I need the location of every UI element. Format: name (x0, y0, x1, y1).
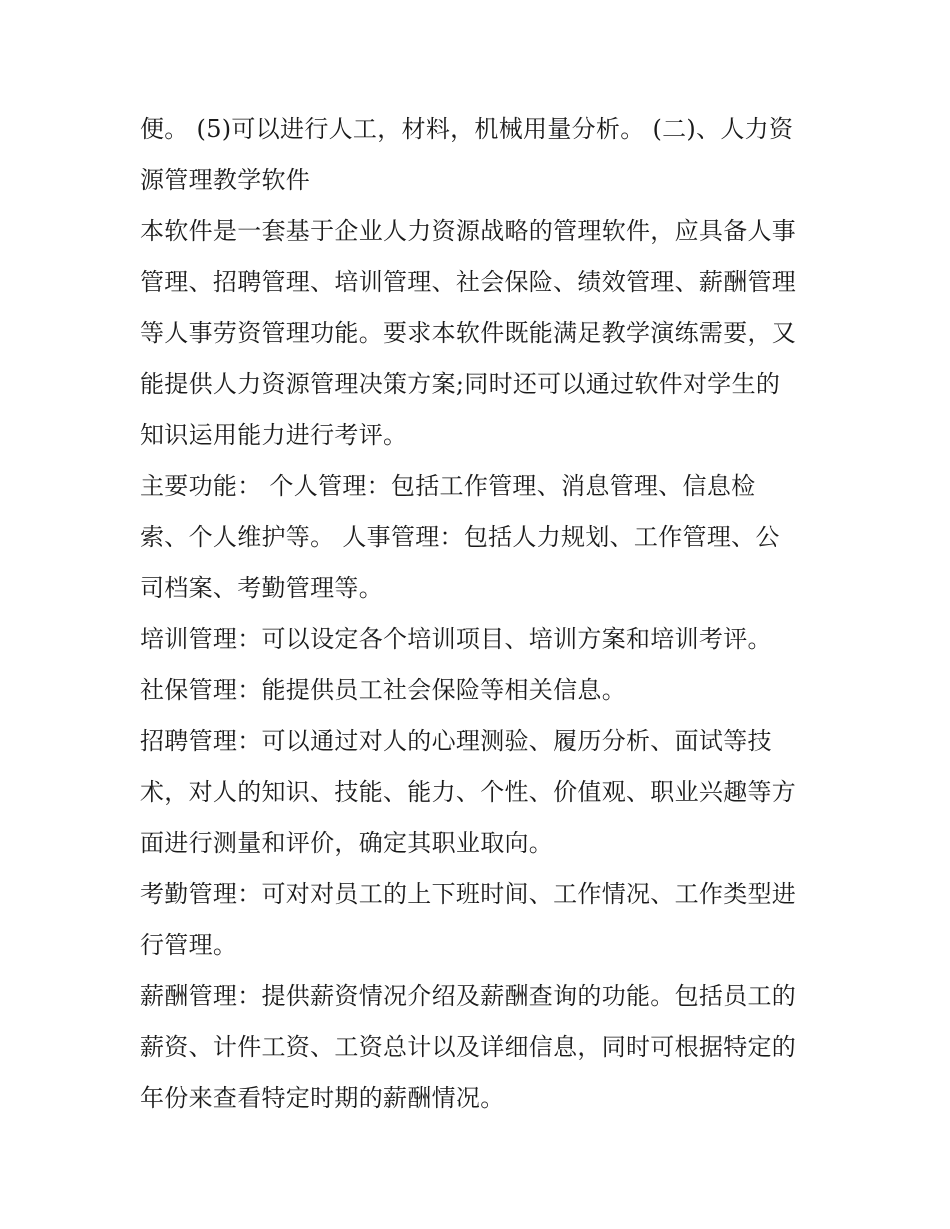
text-line: 年份来查看特定时期的薪酬情况。 (140, 1084, 505, 1112)
text-line: 等人事劳资管理功能。要求本软件既能满足教学演练需要，又 (140, 319, 797, 347)
paragraph-main-functions (140, 461, 820, 614)
paragraph-recruitment-management (140, 716, 820, 869)
paragraph-training-management (140, 614, 820, 665)
paragraph-social-security-management (140, 665, 820, 716)
text-line: 主要功能： 个人管理：包括工作管理、消息管理、信息检 (140, 472, 756, 500)
text-line: 司档案、考勤管理等。 (140, 574, 383, 602)
text-line: 索、个人维护等。 人事管理：包括人力规划、工作管理、公 (140, 523, 780, 551)
paragraph-salary-management (140, 971, 820, 1124)
paragraph-attendance-management (140, 869, 820, 971)
text-line: 便。 (5)可以进行人工，材料，机械用量分析。 (二)、人力资 (140, 115, 794, 143)
text-line: 面进行测量和评价，确定其职业取向。 (140, 829, 554, 857)
text-line: 能提供人力资源管理决策方案;同时还可以通过软件对学生的 (140, 370, 781, 398)
paragraph-software-intro (140, 206, 820, 461)
text-line: 社保管理：能提供员工社会保险等相关信息。 (140, 676, 626, 704)
text-line: 考勤管理：可对对员工的上下班时间、工作情况、工作类型进 (140, 880, 797, 908)
text-line: 行管理。 (140, 931, 238, 959)
text-line: 知识运用能力进行考评。 (140, 421, 408, 449)
text-line: 薪资、计件工资、工资总计以及详细信息，同时可根据特定的 (140, 1033, 797, 1061)
text-line: 术，对人的知识、技能、能力、个性、价值观、职业兴趣等方 (140, 778, 797, 806)
paragraph-hr-software-heading (140, 104, 820, 206)
text-line: 源管理教学软件 (140, 166, 311, 194)
text-line: 薪酬管理：提供薪资情况介绍及薪酬查询的功能。包括员工的 (140, 982, 797, 1010)
text-line: 招聘管理：可以通过对人的心理测验、履历分析、面试等技 (140, 727, 772, 755)
text-line: 培训管理：可以设定各个培训项目、培训方案和培训考评。 (140, 625, 772, 653)
text-line: 管理、招聘管理、培训管理、社会保险、绩效管理、薪酬管理 (140, 268, 797, 296)
document-body (140, 104, 820, 1124)
text-line: 本软件是一套基于企业人力资源战略的管理软件，应具备人事 (140, 217, 797, 245)
